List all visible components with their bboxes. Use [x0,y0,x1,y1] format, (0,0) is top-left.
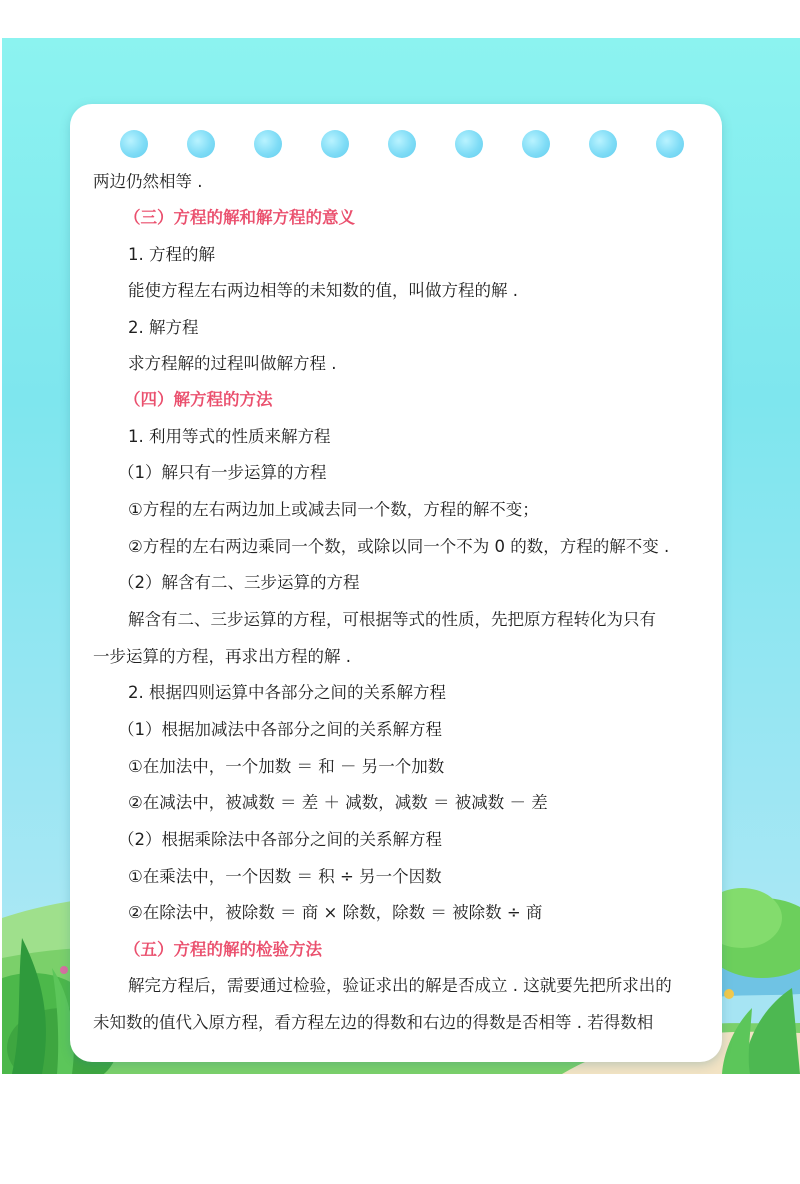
text-line: ②在除法中，被除数 ＝ 商 × 除数，除数 ＝ 被除数 ÷ 商 [128,903,543,922]
text-line: 2. 解方程 [128,318,199,337]
text-line: （1）根据加减法中各部分之间的关系解方程 [118,720,442,739]
text-line: ②方程的左右两边乘同一个数，或除以同一个不为 0 的数，方程的解不变 . [128,537,670,556]
text-line: ②在减法中，被减数 ＝ 差 ＋ 减数，减数 ＝ 被减数 － 差 [128,793,548,812]
text-line: 能使方程左右两边相等的未知数的值，叫做方程的解 . [128,281,518,300]
text-line: 两边仍然相等 . [93,172,203,191]
text-line: 1. 方程的解 [128,245,215,264]
text-line: 解完方程后，需要通过检验，验证求出的解是否成立 . 这就要先把所求出的 [128,976,672,995]
text-line: 一步运算的方程，再求出方程的解 . [93,647,351,666]
text-line: （2）解含有二、三步运算的方程 [118,573,360,592]
text-line: ①在加法中，一个加数 ＝ 和 － 另一个加数 [128,757,445,776]
text-line: 求方程解的过程叫做解方程 . [128,354,337,373]
text-line: 解含有二、三步运算的方程，可根据等式的性质，先把原方程转化为只有 [128,610,656,629]
text-line: ①方程的左右两边加上或减去同一个数，方程的解不变； [128,500,539,519]
text-line: 2. 根据四则运算中各部分之间的关系解方程 [128,683,446,702]
section-heading: （五）方程的解的检验方法 [124,940,322,959]
text-line: ①在乘法中，一个因数 ＝ 积 ÷ 另一个因数 [128,867,442,886]
text-line: 1. 利用等式的性质来解方程 [128,427,331,446]
section-heading: （四）解方程的方法 [124,390,273,409]
text-line: （2）根据乘除法中各部分之间的关系解方程 [118,830,442,849]
text-line: 未知数的值代入原方程，看方程左边的得数和右边的得数是否相等 . 若得数相 [93,1013,654,1032]
text-line: （1）解只有一步运算的方程 [118,463,327,482]
section-heading: （三）方程的解和解方程的意义 [124,208,355,227]
